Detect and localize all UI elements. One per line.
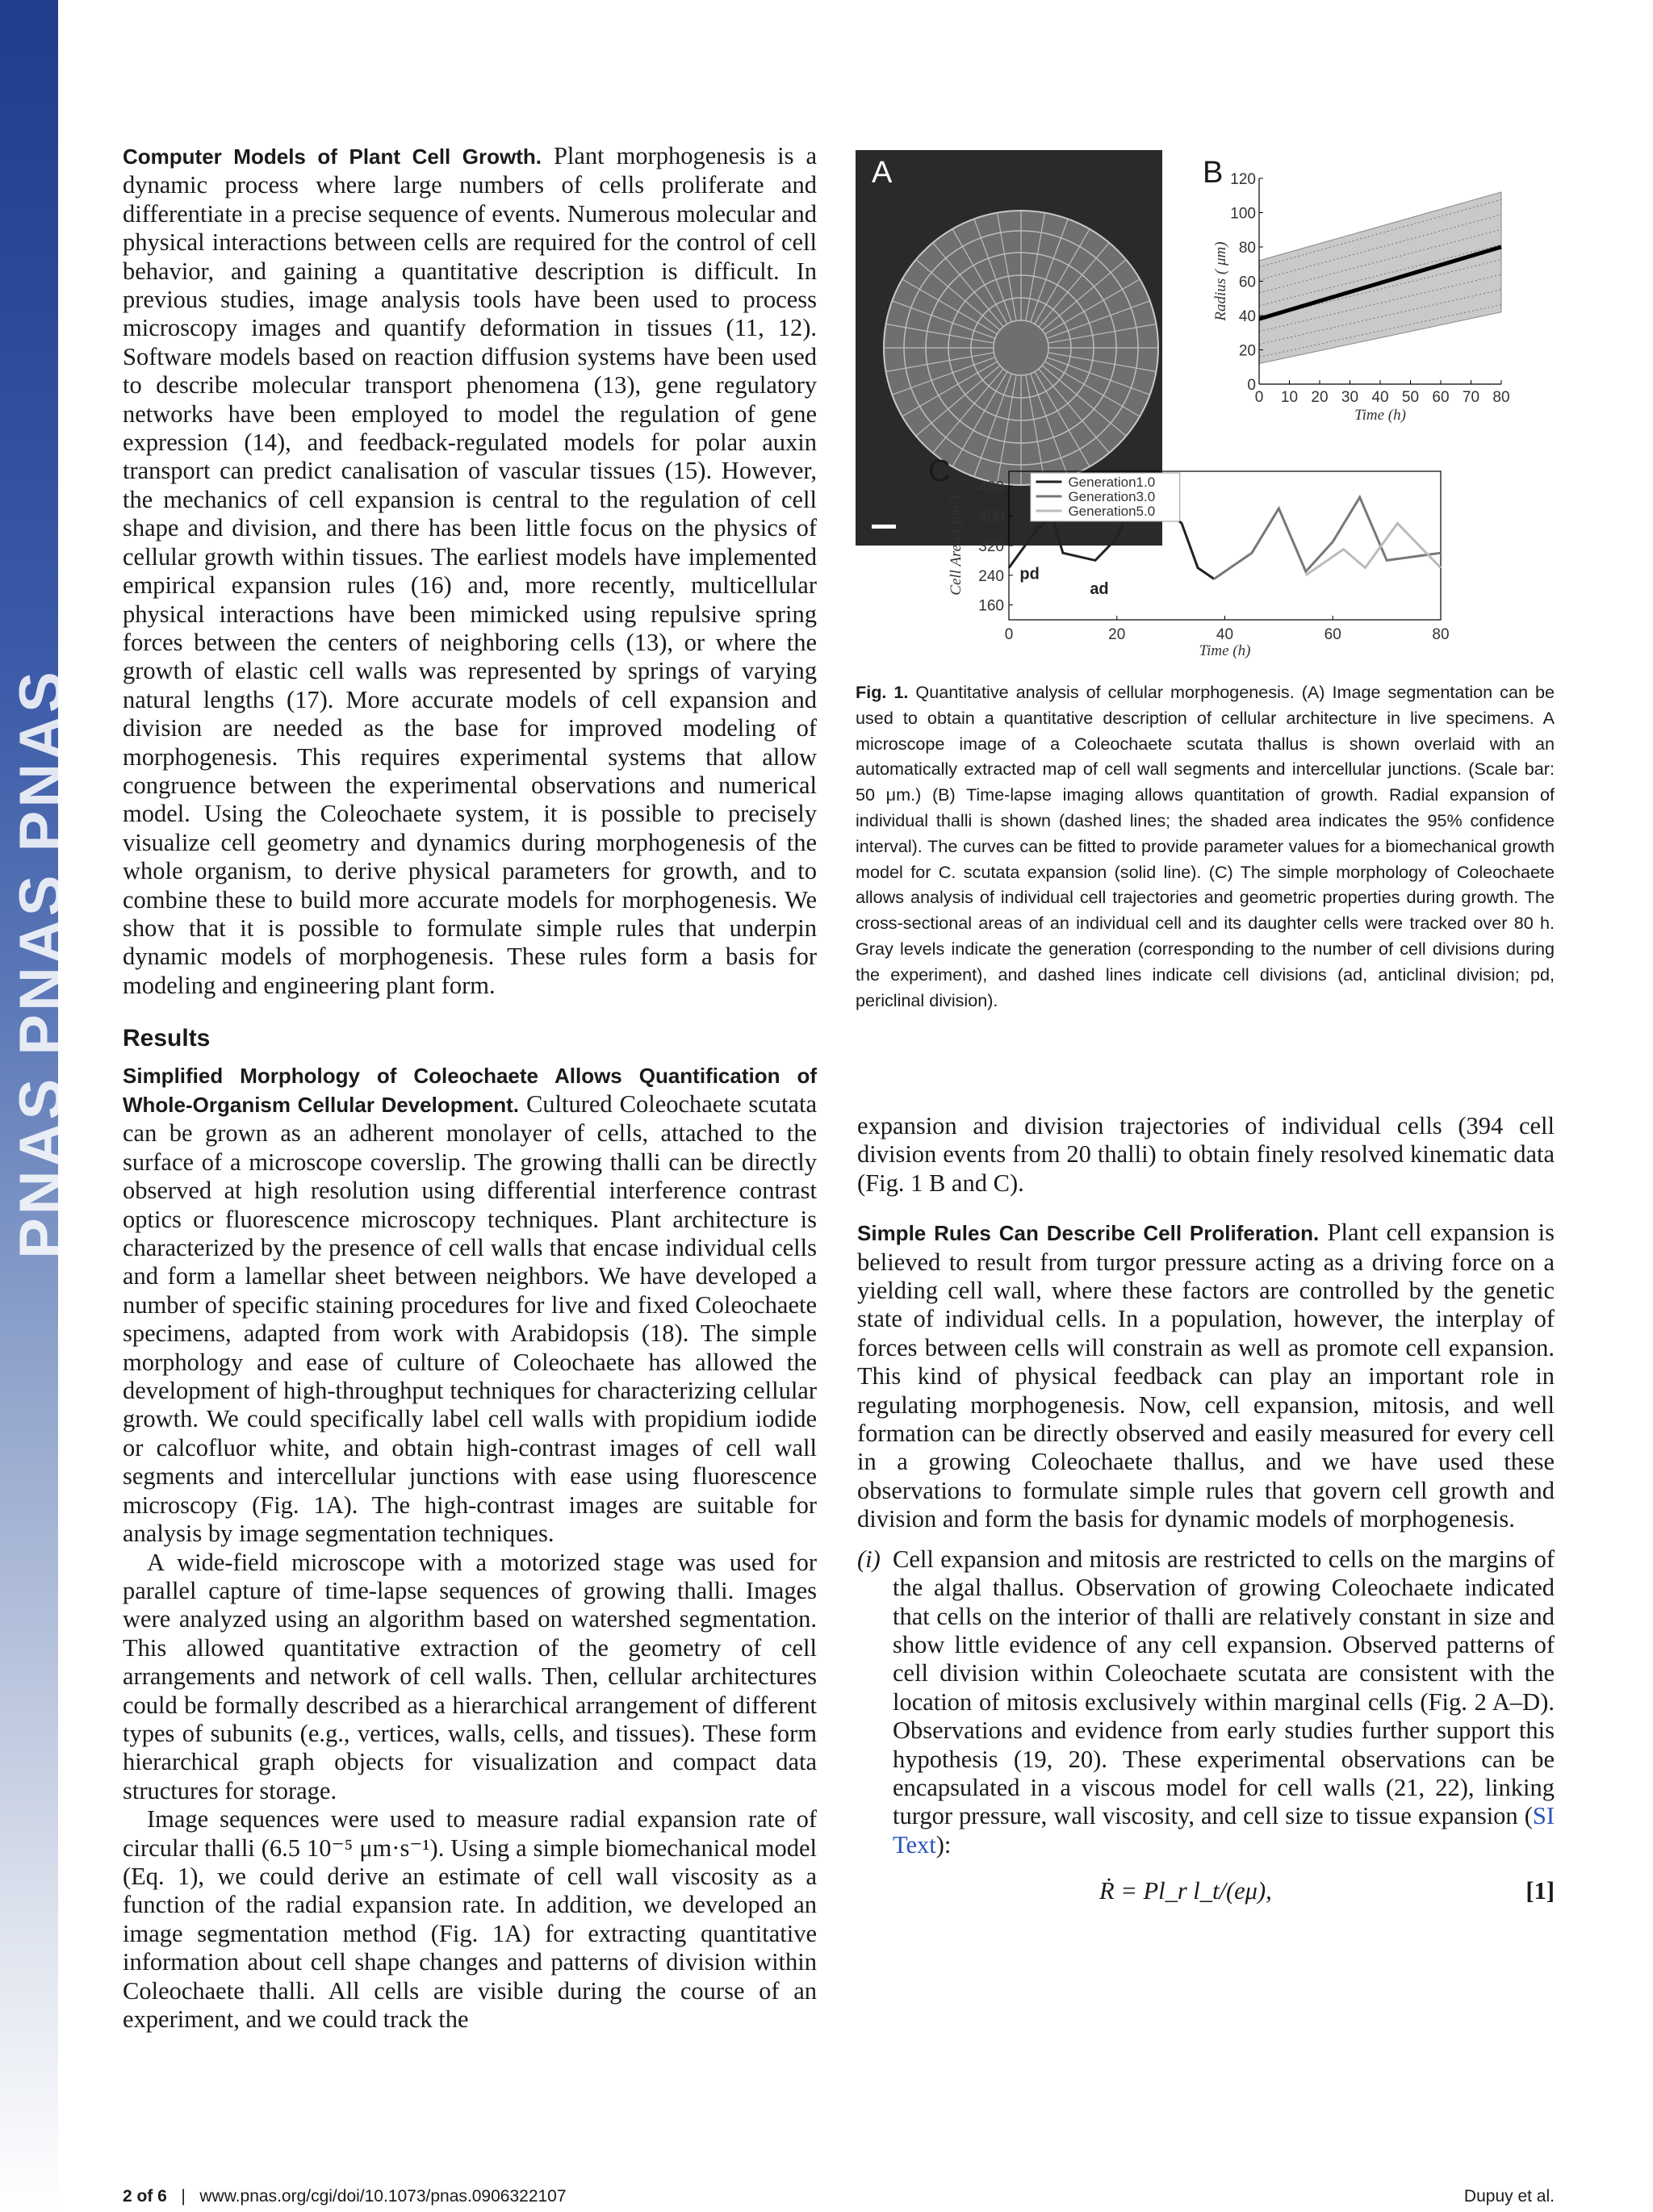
- x-tick-label: 70: [1462, 389, 1480, 406]
- journal-sidebar: [0, 0, 76, 2212]
- right-column: [857, 1112, 1555, 1906]
- x-tick-label: 50: [1401, 389, 1420, 406]
- list-item-text: [893, 1545, 1555, 1859]
- legend-label: Generation1.0: [1068, 475, 1156, 490]
- y-tick-label: 400: [978, 508, 1004, 526]
- x-axis-label: Time (h): [1199, 642, 1251, 659]
- x-tick-label: 60: [1324, 626, 1341, 643]
- footer-left: [123, 2187, 567, 2206]
- x-tick-label: 80: [1432, 626, 1450, 643]
- figure-1: [856, 142, 1555, 691]
- journal-logo: PNAS PNAS PNAS: [7, 668, 76, 1259]
- paragraph-simple-rules: [857, 1219, 1555, 1533]
- y-tick-label: 0: [1247, 377, 1256, 394]
- footer-authors: Dupuy et al.: [1463, 2187, 1555, 2206]
- y-axis-label: Radius ( μm): [1212, 241, 1229, 321]
- y-tick-label: 120: [1230, 171, 1256, 188]
- x-tick-label: 40: [1216, 626, 1234, 643]
- paragraph-wide-field: A wide-field microscope with a motorized stage was used for parallel capture of time-lapse sequences of growing thalli. Images were analyzed using an algorithm based on watershed segmentation. This allowed quantitative extraction of the geometry of cell arrangements and network of cell walls. Then, cellular architectures could be formally described as a hierarchical arrangement of different types of subunits (e.g., vertices, walls, cells, and tissues). These form hierarchical graph objects for visualization and compact data structures for storage.: [123, 1548, 817, 1804]
- list-item-number: (i): [857, 1545, 881, 1573]
- x-tick-label: 20: [1108, 626, 1126, 643]
- x-tick-label: 40: [1371, 389, 1389, 406]
- scale-bar: [872, 525, 896, 529]
- y-tick-label: 160: [978, 597, 1004, 615]
- x-tick-label: 20: [1311, 389, 1329, 406]
- x-tick-label: 0: [1254, 389, 1264, 406]
- equation-number: [1]: [1525, 1877, 1555, 1905]
- paragraph-computer-models: [123, 142, 817, 1000]
- figure-1-svg: [856, 142, 1555, 691]
- x-tick-label: 0: [1004, 626, 1014, 643]
- x-tick-label: 30: [1341, 389, 1359, 406]
- y-axis-label: Cell Area ( μm²): [948, 496, 965, 596]
- y-tick-label: 320: [978, 538, 1004, 555]
- legend-label: Generation3.0: [1068, 489, 1156, 504]
- paragraph-text: Cultured Coleochaete scutata can be grown as an adherent monolayer of cells, attached to the surface of a microscope coverslip. The growing thalli can be directly observed at high resolution using differential interference contrast optics or fluorescence microscopy techniques. Plant architecture is characterized by the presence of cell walls that encase individual cells and form a lamellar sheet between neighbors. We have developed a number of specific staining procedures for live and fixed Coleochaete specimens, adapted from work with Arabidopsis (18). The simple morphology and ease of culture of Coleochaete has allowed the development of high-throughput techniques for characterizing cellular growth. We could specifically label cell walls with propidium iodide or calcofluor white, and obtain high-contrast images of cell wall segments and intercellular junctions with ease using fluorescence microscopy (Fig. 1A). The high-contrast images are suitable for analysis by image segmentation techniques.: [123, 1090, 817, 1548]
- x-tick-label: 10: [1280, 389, 1299, 406]
- panel-b-label: B: [1203, 156, 1224, 190]
- legend-label: Generation5.0: [1068, 504, 1156, 519]
- si-text-link[interactable]: SI Text: [893, 1802, 1555, 1859]
- doi-link[interactable]: www.pnas.org/cgi/doi/10.1073/pnas.0906322107: [199, 2187, 567, 2206]
- equation-body: Ṙ = Pl_r l_t/(eμ),: [1099, 1877, 1272, 1905]
- panel-c-label: C: [928, 454, 951, 488]
- x-tick-label: 60: [1432, 389, 1450, 406]
- y-tick-label: 20: [1238, 342, 1256, 360]
- equation-1: [857, 1877, 1555, 1905]
- chart-b: [1212, 171, 1510, 424]
- y-tick-label: 60: [1238, 274, 1256, 291]
- y-tick-label: 480: [978, 479, 1004, 496]
- list-item-end: ):: [935, 1830, 952, 1859]
- left-column: [123, 142, 817, 2034]
- panel-a-label: A: [872, 156, 893, 190]
- subheading-computer-models: Computer Models of Plant Cell Growth.: [123, 144, 542, 169]
- footer-separator: |: [181, 2187, 186, 2206]
- page-number: 2 of 6: [123, 2187, 167, 2206]
- figure-caption: [856, 679, 1555, 1013]
- paragraph-simplified-morphology: [123, 1061, 817, 1549]
- annotation-ad: ad: [1090, 579, 1109, 598]
- paragraph-text: Plant morphogenesis is a dynamic process where large numbers of cells proliferate and differentiate in a precise sequence of events. Numerous molecular and physical interactions between cells are required for the control of cell behavior, and gaining a quantitative description is difficult. In previous studies, image analysis tools have been used to process microscopy images and quantify deformation in tissues (11, 12). Software models based on reaction diffusion systems have been used to describe molecular transport phenomena (13), gene regulatory networks have been employed to model the regulation of gene expression (14), and feedback-regulated models for polar auxin transport can predict canalisation of vascular tissues (15). However, the mechanics of cell expansion is central to the regulation of cell shape and division, and there has been little focus on the physics of cellular growth within tissues. The earliest models have implemented empirical expansion rules (16) and, more recently, multicellular physical interactions have been mimicked using repulsive spring forces between the centers of neighboring cells (13), or where the growth of elastic cell walls was represented by springs of varying natural lengths (17). More accurate models of cell expansion and division are needed as the base for improved modeling of morphogenesis. This requires experimental systems that allow congruence between the experimental observations and numerical model. Using the Coleochaete system, it is possible to precisely visualize cell geometry and dynamics during morphogenesis of the whole organism, to derive physical parameters for growth, and to combine these to build more accurate models for morphogenesis. We show that it is possible to formulate simple rules that underpin dynamic models of morphogenesis. These rules form a basis for modeling and engineering plant form.: [123, 142, 817, 999]
- caption-text: Quantitative analysis of cellular morphogenesis. (A) Image segmentation can be used to obtain a quantitative description of cellular architecture in live specimens. A microscope image of a Coleochaete scutata thallus is shown overlaid with an automatically extracted map of cell wall segments and intercellular junctions. (Scale bar: 50 μm.) (B) Time-lapse imaging allows quantitation of growth. Radial expansion of individual thalli is shown (dashed lines; the shaded area indicates the 95% confidence interval). The curves can be fitted to provide parameter values for a biomechanical growth model for C. scutata expansion (solid line). (C) The simple morphology of Coleochaete allows analysis of individual cell trajectories and geometric properties during growth. The cross-sectional areas of an individual cell and its daughter cells were tracked over 80 h. Gray levels indicate the generation (corresponding to the number of cell divisions during the experiment), and dashed lines indicate cell divisions (ad, anticlinal division; pd, periclinal division).: [856, 682, 1555, 1010]
- list-item: [857, 1545, 1555, 1859]
- x-tick-label: 80: [1492, 389, 1510, 406]
- paragraph-continued: expansion and division trajectories of individual cells (394 cell division events from 20 thalli) to obtain finely resolved kinematic data (Fig. 1 B and C).: [857, 1112, 1555, 1197]
- subheading-simple-rules: Simple Rules Can Describe Cell Proliferation.: [857, 1221, 1320, 1246]
- paragraph-text: Plant cell expansion is believed to result from turgor pressure acting as a driving force on a yielding cell wall, where these factors are controlled by the genetic state of individual cells. In a population, however, the interplay of forces between cells will constrain as well as promote cell expansion. This kind of physical feedback can play an important role in regulating morphogenesis. Now, cell expansion, mitosis, and well formation can be directly observed and easily measured for every cell in a growing Coleochaete thallus, and we have used these observations to formulate simple rules that govern cell growth and division and form the basis for dynamic models of morphogenesis.: [857, 1219, 1555, 1533]
- confidence-band: [1259, 192, 1501, 364]
- series-line-2: [1214, 497, 1441, 579]
- page-footer: [123, 2187, 1555, 2206]
- paragraph-image-sequences: Image sequences were used to measure radial expansion rate of circular thalli (6.5 10⁻⁵ μm·s⁻¹). Using a simple biomechanical model (Eq. 1), we could derive an estimate of cell wall viscosity as a function of the radial expansion rate. In addition, we developed an image segmentation method (Fig. 1A) for extracting quantitative information about cell shape changes and patterns of division within Coleochaete thalli. All cells are visible during the course of an experiment, and we could track the: [123, 1805, 817, 2033]
- x-axis-label: Time (h): [1354, 407, 1406, 424]
- section-results: Results: [123, 1025, 211, 1052]
- y-tick-label: 80: [1238, 240, 1256, 257]
- caption-label: Fig. 1.: [856, 682, 909, 702]
- subheading-simplified-morphology: Simplified Morphology of Coleochaete Allows Quantification of Whole-Organism Cellular Development.: [123, 1063, 817, 1117]
- y-tick-label: 100: [1230, 205, 1256, 223]
- thallus-image: [884, 211, 1158, 485]
- y-tick-label: 40: [1238, 308, 1256, 325]
- list-item-body: Cell expansion and mitosis are restricted to cells on the margins of the algal thallus. Observation of growing Coleochaete indicated that cells on the interior of thalli are relatively constant in size and show little evidence of any cell expansion. Observed patterns of cell division within Coleochaete scutata are consistent with the location of mitosis exclusively within marginal cells (Fig. 2 A–D). Observations and evidence from early studies further support this hypothesis (19, 20). These experimental observations can be encapsulated in a viscous model for cell walls (21, 22), linking turgor pressure, wall viscosity, and cell size to tissue expansion (: [893, 1545, 1555, 1830]
- y-tick-label: 240: [978, 567, 1004, 585]
- annotation-pd: pd: [1019, 565, 1040, 583]
